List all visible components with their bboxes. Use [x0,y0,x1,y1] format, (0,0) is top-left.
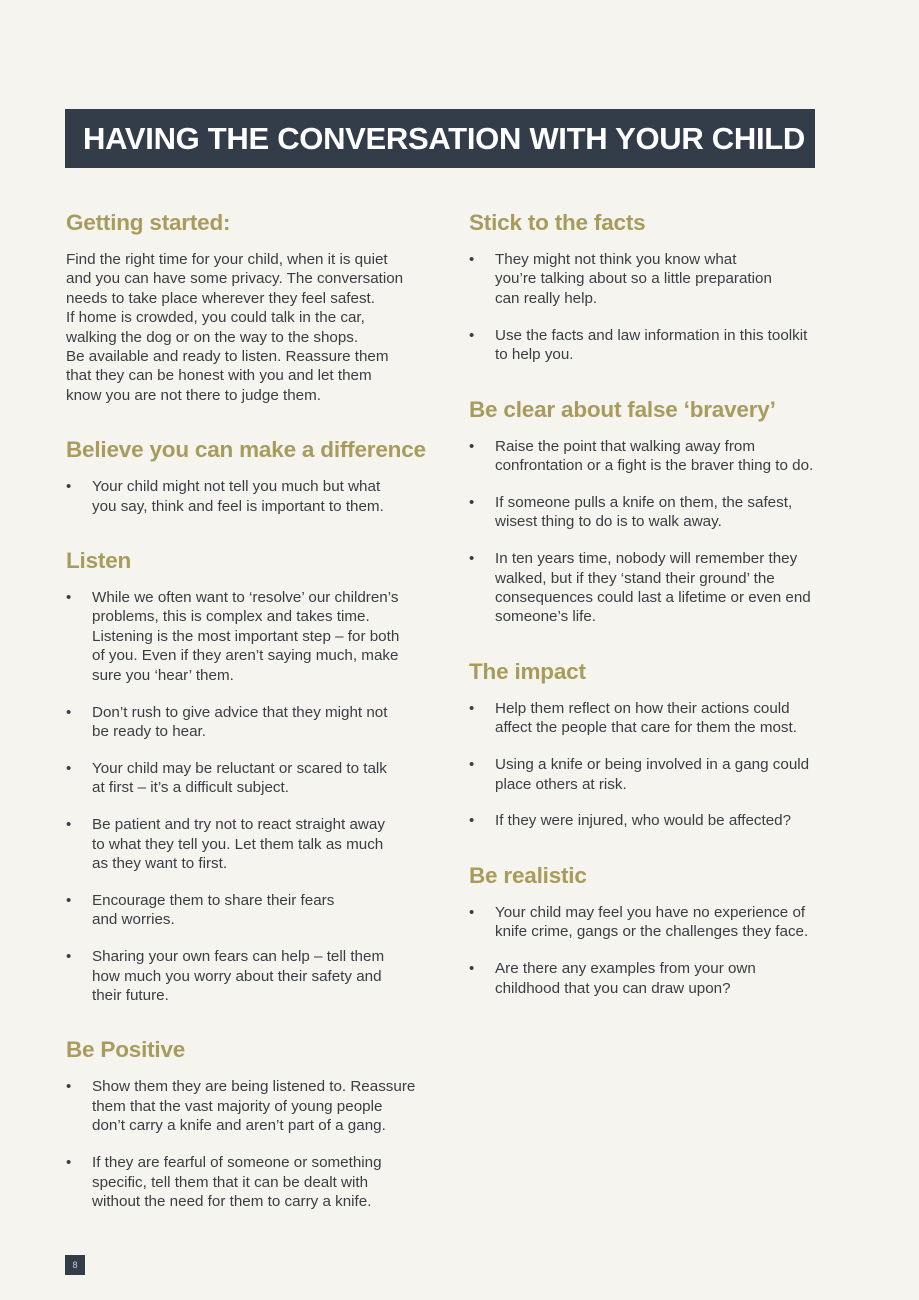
bullet-icon: • [469,903,475,921]
section-realistic [469,861,869,998]
item-line: childhood that you can draw upon? [495,979,731,997]
section-listen [66,546,450,1005]
title-banner [65,109,815,168]
list-item [66,703,450,742]
item-line: problems, this is complex and takes time. [92,608,370,626]
bullet-icon: • [469,550,475,568]
paragraph-line: walking the dog or on the way to the shops. [66,328,359,346]
item-line: don’t carry a knife and aren’t part of a gang. [92,1117,386,1135]
item-line: Sharing your own fears can help – tell them [92,948,385,966]
section-heading: Getting started: [66,210,231,235]
section-heading: The impact [469,658,586,684]
list-item [66,947,450,1005]
section-heading: Be clear about false ‘bravery’ [469,396,776,422]
paragraph-line: and you can have some privacy. The conversation [66,270,404,288]
item-line: If someone pulls a knife on them, the safest, [495,493,793,511]
item-line: you say, think and feel is important to them. [92,497,384,515]
item-line: Encourage them to share their fears [92,891,335,909]
list-item [469,493,869,532]
bullet-icon: • [66,1078,72,1096]
item-line: can really help. [495,289,598,307]
bullet-list [469,699,869,831]
item-line: Your child may feel you have no experience of [495,903,806,921]
bullet-list [66,588,450,1005]
item-line: If they are fearful of someone or something [92,1154,382,1172]
item-line: While we often want to ‘resolve’ our children’s [92,589,399,607]
item-line: Your child might not tell you much but what [92,478,381,496]
section-getting-started [66,208,450,405]
list-item [469,755,869,794]
list-item [469,811,869,830]
item-line: them that the vast majority of young people [92,1097,383,1115]
item-line: to what they tell you. Let them talk as much [92,835,384,853]
bullet-icon: • [66,478,72,496]
item-line: be ready to hear. [92,723,206,740]
item-line: Are there any examples from your own [495,960,756,978]
item-line: walked, but if they ‘stand their ground’ the [495,569,775,587]
bullet-icon: • [469,960,475,978]
item-line: Be patient and try not to react straight away [92,816,385,834]
section-impact [469,657,869,831]
bullet-list [469,250,869,365]
bullet-icon: • [469,699,475,717]
item-line: specific, tell them that it can be dealt with [92,1173,369,1191]
paragraph-line: that they can be honest with you and let them [66,367,372,385]
item-line: Don’t rush to give advice that they might not [92,703,388,721]
list-item [469,549,869,627]
item-line: their future. [92,987,169,1005]
bullet-icon: • [66,1154,72,1172]
bullet-icon: • [469,756,475,774]
item-line: Using a knife or being involved in a gang could [495,756,810,774]
section-heading: Listen [66,548,132,574]
item-line: Use the facts and law information in this toolkit [495,326,808,344]
item-line: you’re talking about so a little preparation [495,270,772,288]
item-line: Your child may be reluctant or scared to talk [92,759,387,777]
bullet-list [469,437,869,627]
item-line: someone’s life. [495,608,597,626]
list-item [66,588,450,685]
item-line: Listening is the most important step – for both [92,627,400,645]
list-item [66,815,450,873]
item-line: consequences could last a lifetime or even end [495,588,811,606]
bullet-icon: • [469,251,475,268]
paragraph-line: Find the right time for your child, when it is quiet [66,251,388,268]
item-line: Show them they are being listened to. Reassure [92,1078,416,1096]
item-line: Raise the point that walking away from [495,437,756,455]
item-line: to help you. [495,346,574,364]
paragraph-line: If home is crowded, you could talk in the car, [66,309,365,327]
list-item [66,1153,450,1211]
paragraph-line: Be available and ready to listen. Reassure them [66,348,389,366]
paragraph-line: needs to take place wherever they feel safest. [66,289,375,307]
list-item [469,326,869,365]
item-line: They might not think you know what [495,251,737,268]
bullet-icon: • [469,812,475,830]
item-line: affect the people that care for them the most. [495,719,797,737]
bullet-list [66,477,450,516]
item-line: Help them reflect on how their actions could [495,699,790,717]
bullet-icon: • [469,326,475,344]
bullet-icon: • [66,703,72,721]
bullet-icon: • [469,493,475,511]
section-bravery [469,395,869,627]
left-column [66,208,450,1211]
bullet-list [66,1077,450,1211]
page-title: HAVING THE CONVERSATION WITH YOUR CHILD [83,120,805,156]
section-believe [66,435,450,516]
item-line: If they were injured, who would be affected? [495,812,792,830]
bullet-list [469,903,869,998]
list-item [469,250,869,308]
section-positive [66,1035,450,1211]
paragraph-line: know you are not there to judge them. [66,386,321,404]
list-item [66,759,450,798]
section-heading: Be realistic [469,862,587,888]
item-line: place others at risk. [495,775,627,793]
section-facts [469,208,869,365]
item-line: In ten years time, nobody will remember they [495,550,798,568]
item-line: how much you worry about their safety and [92,967,382,985]
list-item [469,903,869,942]
list-item [469,699,869,738]
bullet-icon: • [66,759,72,777]
item-line: and worries. [92,911,175,929]
item-line: of you. Even if they aren’t saying much, make [92,647,399,665]
item-line: wisest thing to do is to walk away. [495,513,722,531]
item-line: at first – it’s a difficult subject. [92,779,289,797]
section-heading: Be Positive [66,1037,186,1063]
page-number: 8 [65,1255,85,1275]
item-line: knife crime, gangs or the challenges they face. [495,923,809,941]
bullet-icon: • [66,589,72,607]
list-item [66,891,450,930]
bullet-icon: • [469,437,475,455]
item-line: sure you ‘hear’ them. [92,666,234,684]
list-item [469,959,869,998]
list-item [66,477,450,516]
list-item [469,437,869,476]
item-line: confrontation or a fight is the braver thing to do. [495,456,814,474]
list-item [66,1077,450,1135]
intro-paragraph [66,250,450,405]
item-line: without the need for them to carry a knife. [92,1193,372,1210]
section-heading: Stick to the facts [469,210,646,235]
item-line: as they want to first. [92,855,228,873]
section-heading: Believe you can make a difference [66,437,426,463]
bullet-icon: • [66,891,72,909]
right-column [469,208,869,998]
bullet-icon: • [66,816,72,834]
bullet-icon: • [66,948,72,966]
